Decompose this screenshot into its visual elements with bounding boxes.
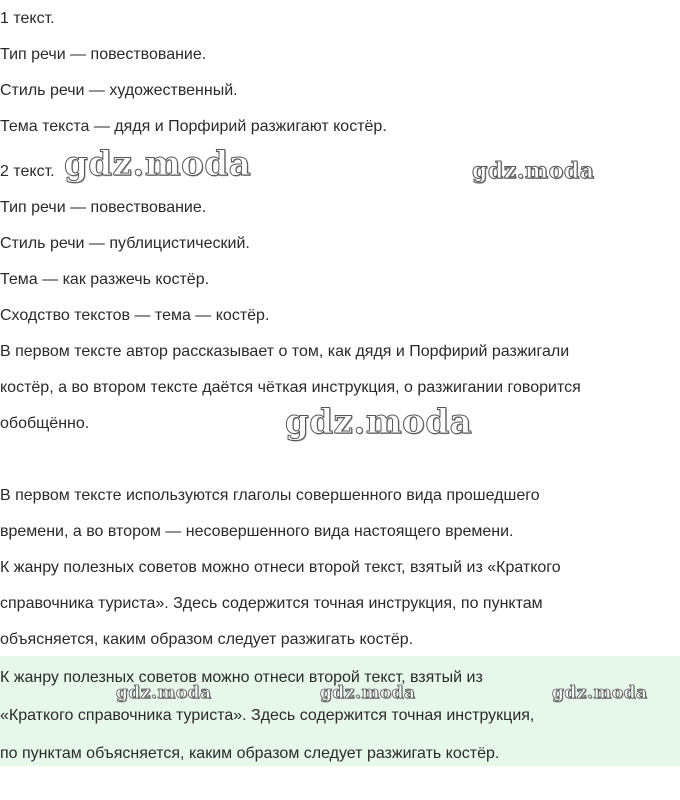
watermark-logo: gdz.moda (285, 402, 473, 442)
text1-theme: Тема текста — дядя и Порфирий разжигают костёр. (0, 118, 387, 135)
watermark-logo: gdz.moda (64, 144, 252, 184)
text2-type: Тип речи — повествование. (0, 199, 207, 216)
text1-heading: 1 текст. (0, 10, 55, 27)
watermark-logo: gdz.moda (472, 158, 595, 184)
verbs-line-1: В первом тексте используются глаголы совершенного вида прошедшего (0, 487, 540, 504)
text1-type: Тип речи — повествование. (0, 46, 207, 63)
text2-theme: Тема — как разжечь костёр. (0, 271, 210, 288)
similarity-line: Сходство текстов — тема — костёр. (0, 307, 270, 324)
difference-line-3: обобщённо. (0, 415, 90, 432)
text2-style: Стиль речи — публицистический. (0, 235, 250, 252)
watermark-logo: gdz.moda (320, 683, 416, 703)
genre-highlight-line-3: по пунктам объясняется, каким образом следует разжигать костёр. (0, 745, 500, 762)
genre-line-1: К жанру полезных советов можно отнеси второй текст, взятый из «Краткого (0, 559, 561, 576)
watermark-logo: gdz.moda (552, 683, 648, 703)
genre-highlight-line-1: К жанру полезных советов можно отнеси второй текст, взятый из (0, 669, 483, 686)
text2-heading: 2 текст. (0, 163, 55, 180)
genre-line-3: объясняется, каким образом следует разжигать костёр. (0, 631, 414, 648)
genre-line-2: справочника туриста». Здесь содержится точная инструкция, по пунктам (0, 595, 543, 612)
difference-line-1: В первом тексте автор рассказывает о том, как дядя и Порфирий разжигали (0, 343, 570, 360)
text1-style: Стиль речи — художественный. (0, 82, 238, 99)
difference-line-2: костёр, а во втором тексте даётся чёткая инструкция, о разжигании говорится (0, 379, 581, 396)
verbs-line-2: времени, а во втором — несовершенного вида настоящего времени. (0, 523, 514, 540)
genre-highlight-line-2: «Краткого справочника туриста». Здесь содержится точная инструкция, (0, 707, 535, 724)
watermark-logo: gdz.moda (116, 683, 212, 703)
